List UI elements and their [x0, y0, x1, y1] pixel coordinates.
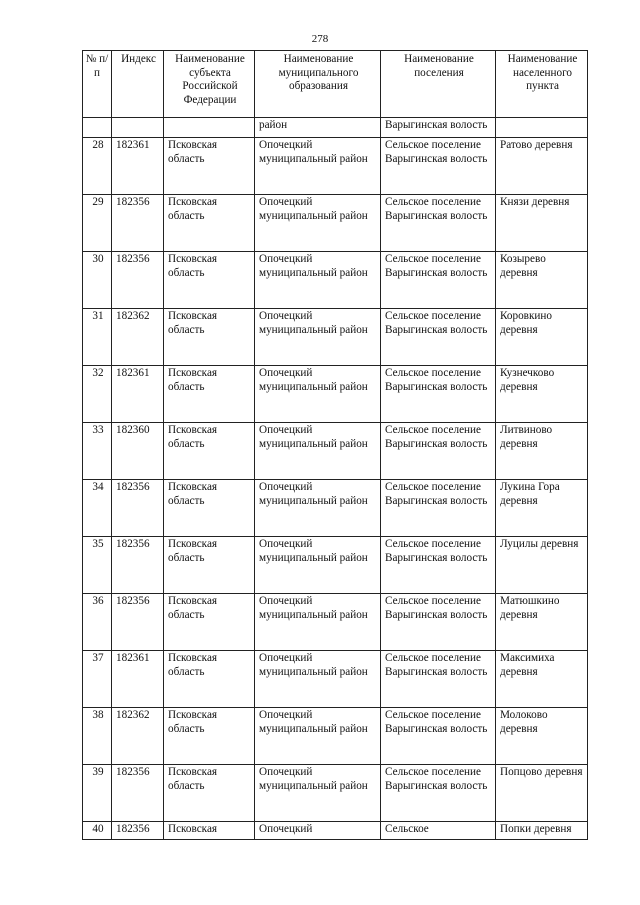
cell-municipality: Опочецкий муниципальный район — [255, 537, 381, 594]
table-row — [83, 765, 588, 822]
cell-municipality: Опочецкий муниципальный район — [255, 309, 381, 366]
cell-settlement: Сельское — [381, 822, 496, 840]
cell-index: 182356 — [112, 822, 164, 840]
cell-subject: Псковская область — [164, 138, 255, 195]
cell-settlement: Сельское поселение Варыгинская волость — [381, 309, 496, 366]
cell-municipality: Опочецкий муниципальный район — [255, 708, 381, 765]
cell-number: 40 — [83, 822, 112, 840]
cell-locality: Ратово деревня — [496, 138, 588, 195]
cell-number: 39 — [83, 765, 112, 822]
settlements-table — [82, 50, 588, 840]
cell-locality: Попцово деревня — [496, 765, 588, 822]
cell-number: 29 — [83, 195, 112, 252]
cell-locality: Литвиново деревня — [496, 423, 588, 480]
cell-locality: Молоково деревня — [496, 708, 588, 765]
cell-subject: Псковская область — [164, 708, 255, 765]
cell-settlement: Сельское поселение Варыгинская волость — [381, 480, 496, 537]
cell-locality — [496, 118, 588, 138]
table-row — [83, 708, 588, 765]
cell-number: 35 — [83, 537, 112, 594]
header-locality: Наименование населенного пункта — [496, 51, 588, 118]
cell-settlement: Сельское поселение Варыгинская волость — [381, 366, 496, 423]
cell-number: 28 — [83, 138, 112, 195]
table-header — [83, 51, 588, 118]
cell-locality: Кузнечково деревня — [496, 366, 588, 423]
table-row — [83, 366, 588, 423]
table-row — [83, 480, 588, 537]
cell-settlement: Сельское поселение Варыгинская волость — [381, 252, 496, 309]
cell-settlement: Сельское поселение Варыгинская волость — [381, 195, 496, 252]
cell-index: 182362 — [112, 309, 164, 366]
cell-municipality: район — [255, 118, 381, 138]
page-number: 278 — [311, 33, 329, 45]
cell-locality: Князи деревня — [496, 195, 588, 252]
cell-index: 182362 — [112, 708, 164, 765]
table-row — [83, 195, 588, 252]
cell-municipality: Опочецкий муниципальный район — [255, 651, 381, 708]
cell-locality: Коровкино деревня — [496, 309, 588, 366]
cell-subject: Псковская область — [164, 537, 255, 594]
cell-settlement: Сельское поселение Варыгинская волость — [381, 651, 496, 708]
header-index: Индекс — [112, 51, 164, 118]
header-row — [83, 51, 588, 118]
cell-number: 31 — [83, 309, 112, 366]
cell-municipality: Опочецкий муниципальный район — [255, 366, 381, 423]
cell-municipality: Опочецкий муниципальный район — [255, 195, 381, 252]
header-settlement: Наименование поселения — [381, 51, 496, 118]
table-body — [83, 118, 588, 840]
cell-municipality: Опочецкий муниципальный район — [255, 252, 381, 309]
table-row — [83, 822, 588, 840]
table-row — [83, 423, 588, 480]
cell-subject: Псковская область — [164, 651, 255, 708]
cell-locality: Матюшкино деревня — [496, 594, 588, 651]
cell-number: 36 — [83, 594, 112, 651]
cell-number: 30 — [83, 252, 112, 309]
cell-number: 34 — [83, 480, 112, 537]
cell-settlement: Сельское поселение Варыгинская волость — [381, 423, 496, 480]
cell-municipality: Опочецкий муниципальный район — [255, 765, 381, 822]
table-row — [83, 537, 588, 594]
cell-index: 182360 — [112, 423, 164, 480]
cell-subject: Псковская область — [164, 252, 255, 309]
cell-number: 37 — [83, 651, 112, 708]
cell-locality: Козырево деревня — [496, 252, 588, 309]
cell-index: 182361 — [112, 651, 164, 708]
cell-subject: Псковская область — [164, 480, 255, 537]
cell-locality: Луцилы деревня — [496, 537, 588, 594]
cell-municipality: Опочецкий муниципальный район — [255, 480, 381, 537]
cell-index — [112, 118, 164, 138]
cell-index: 182356 — [112, 195, 164, 252]
cell-subject: Псковская — [164, 822, 255, 840]
cell-number: 32 — [83, 366, 112, 423]
cell-municipality: Опочецкий — [255, 822, 381, 840]
cell-subject — [164, 118, 255, 138]
table-row — [83, 309, 588, 366]
cell-settlement: Сельское поселение Варыгинская волость — [381, 138, 496, 195]
cell-number: 38 — [83, 708, 112, 765]
cell-subject: Псковская область — [164, 594, 255, 651]
cell-number — [83, 118, 112, 138]
cell-locality: Попки деревня — [496, 822, 588, 840]
cell-subject: Псковская область — [164, 195, 255, 252]
header-subject: Наименование субъекта Российской Федерации — [164, 51, 255, 118]
cell-settlement: Сельское поселение Варыгинская волость — [381, 765, 496, 822]
continuation-row — [83, 118, 588, 138]
cell-settlement: Сельское поселение Варыгинская волость — [381, 537, 496, 594]
cell-settlement: Варыгинская волость — [381, 118, 496, 138]
cell-index: 182356 — [112, 765, 164, 822]
cell-index: 182356 — [112, 480, 164, 537]
cell-number: 33 — [83, 423, 112, 480]
cell-locality: Лукина Гора деревня — [496, 480, 588, 537]
cell-index: 182356 — [112, 537, 164, 594]
cell-municipality: Опочецкий муниципальный район — [255, 594, 381, 651]
table-row — [83, 252, 588, 309]
cell-subject: Псковская область — [164, 309, 255, 366]
cell-subject: Псковская область — [164, 765, 255, 822]
cell-subject: Псковская область — [164, 423, 255, 480]
cell-subject: Псковская область — [164, 366, 255, 423]
cell-settlement: Сельское поселение Варыгинская волость — [381, 708, 496, 765]
cell-index: 182361 — [112, 366, 164, 423]
cell-locality: Максимиха деревня — [496, 651, 588, 708]
cell-index: 182356 — [112, 252, 164, 309]
table-row — [83, 138, 588, 195]
cell-index: 182356 — [112, 594, 164, 651]
cell-settlement: Сельское поселение Варыгинская волость — [381, 594, 496, 651]
table-row — [83, 594, 588, 651]
cell-municipality: Опочецкий муниципальный район — [255, 423, 381, 480]
cell-municipality: Опочецкий муниципальный район — [255, 138, 381, 195]
header-number: № п/п — [83, 51, 112, 118]
table-row — [83, 651, 588, 708]
cell-index: 182361 — [112, 138, 164, 195]
header-municipality: Наименование муниципального образования — [255, 51, 381, 118]
